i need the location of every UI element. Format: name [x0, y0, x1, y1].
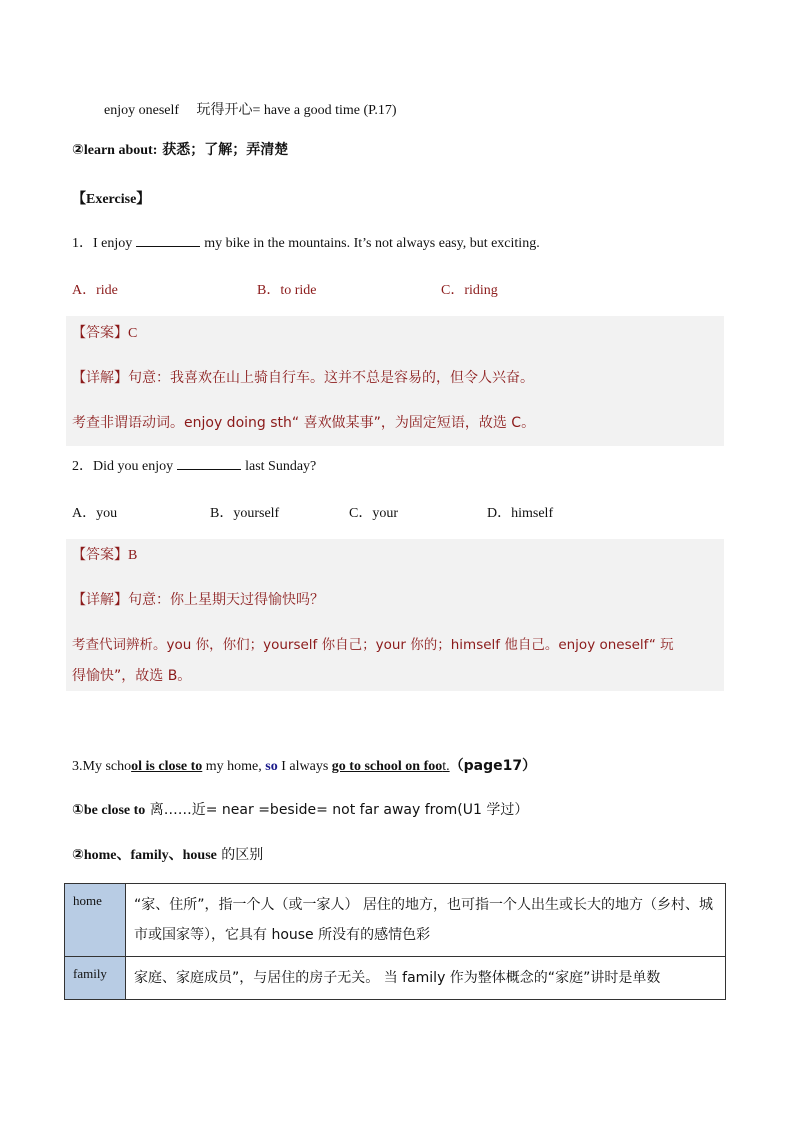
learn-about-line [72, 140, 288, 161]
q2-number: 2． [72, 459, 93, 474]
s3-part-1: 3.My scho [72, 759, 132, 774]
q2-answer-value: B [128, 548, 138, 563]
q2-answer-label: 【答案】 [72, 547, 128, 563]
s3-so: so [265, 759, 278, 774]
learn-about-term: learn about: [83, 143, 158, 158]
note-be-close-to [72, 800, 528, 821]
circled-number-1: ① [72, 802, 84, 818]
q1-number: 1． [72, 236, 93, 251]
q1-text-after: my bike in the mountains. It’s not always easy, but exciting. [204, 236, 540, 251]
q2-option-c: C．your [349, 506, 398, 521]
note-2-term: home、family、house [83, 848, 217, 863]
s3-part-5: I always [277, 759, 332, 774]
q1-answer [72, 323, 137, 344]
q2-option-b: B．yourself [210, 506, 280, 521]
q1-option-b: B．to ride [257, 283, 317, 298]
q2-explain-text: 句意：你上星期天过得愉快吗？ [128, 592, 324, 608]
question-2 [72, 457, 316, 477]
note-1-rest: 离……近= near =beside= not far away from(U1 学过） [145, 802, 529, 818]
s3-part-3: my home, [202, 759, 266, 774]
q1-option-a: A．ride [72, 283, 118, 298]
q2-explain-detail-1: 考查代词辨析。you 你，你们；yourself 你自己；your 你的；himself 他自己。enjoy oneself“ 玩 [72, 637, 674, 653]
circled-number-2-b: ② [72, 847, 84, 863]
q2-explain-label: 【详解】 [72, 592, 128, 608]
question-1 [72, 234, 540, 254]
exercise-heading: 【Exercise】 [72, 192, 151, 207]
table-def-family: 家庭、家庭成员”，与居住的房子无关。 当 family 作为整体概念的“家庭”讲时是单数 [126, 957, 726, 1000]
q2-explain-detail-2: 得愉快”，故选 B。 [72, 668, 192, 684]
vocab-table [64, 883, 726, 1000]
note-2-rest: 的区别 [216, 847, 264, 863]
table-def-home: “家、住所”，指一个人（或一家人） 居住的地方，也可指一个人出生或长大的地方（乡村、城市或国家等），它具有 house 所没有的感情色彩 [126, 884, 726, 957]
q1-text-before: I enjoy [93, 236, 133, 251]
q1-explain-text: 句意：我喜欢在山上骑自行车。这并不总是容易的，但令人兴奋。 [128, 370, 534, 386]
circled-number-2: ② [72, 142, 84, 158]
q2-explain [72, 590, 324, 611]
table-term-home: home [65, 884, 126, 957]
q2-text-before: Did you enjoy [93, 459, 174, 474]
q1-answer-value: C [128, 326, 138, 341]
q2-text-after: last Sunday? [245, 459, 317, 474]
s3-phrase-close-to: ol is close to [131, 759, 203, 774]
q1-option-c: C．riding [441, 283, 498, 298]
s3-part-7: t. [442, 759, 450, 774]
q1-explain [72, 368, 534, 389]
table-row [65, 957, 726, 1000]
q2-option-a: A．you [72, 506, 118, 521]
learn-about-meaning: 获悉；了解；弄清楚 [157, 142, 289, 158]
table-term-family: family [65, 957, 126, 1000]
q1-blank [136, 234, 200, 247]
phrase-enjoy-oneself: enjoy oneself 玩得开心= have a good time (P.17) [104, 103, 397, 118]
s3-phrase-on-foot: go to school on foo [331, 759, 443, 774]
table-row [65, 884, 726, 957]
s3-page-ref: （page17） [449, 758, 537, 774]
q2-answer [72, 545, 137, 566]
q1-explain-label: 【详解】 [72, 370, 128, 386]
q2-blank [177, 457, 241, 470]
sentence-3 [72, 756, 536, 777]
note-1-term: be close to [83, 803, 146, 818]
note-home-family-house [72, 845, 263, 866]
q1-answer-label: 【答案】 [72, 325, 128, 341]
q2-option-d: D．himself [487, 506, 554, 521]
q1-explain-detail: 考查非谓语动词。enjoy doing sth“ 喜欢做某事”，为固定短语，故选 C。 [72, 415, 536, 431]
